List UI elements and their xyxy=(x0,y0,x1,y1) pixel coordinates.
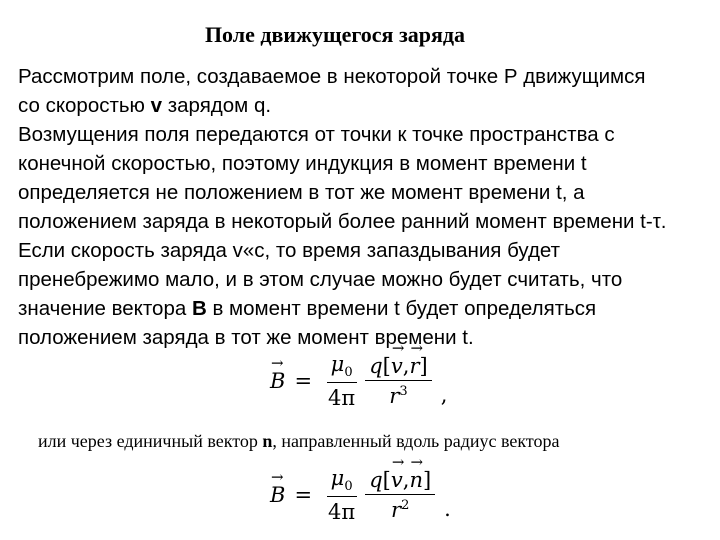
constant-fraction xyxy=(324,466,359,524)
text-segment: положением заряда в тот же момент времени t. xyxy=(18,326,474,349)
slide-title: Поле движущегося заряда xyxy=(204,22,466,47)
text-segment: Возмущения поля передаются от точки к точке пространства с xyxy=(18,123,615,146)
text-segment: Если скорость заряда v«c, то время запаздывания будет xyxy=(18,239,561,262)
fraction-numerator: q[→ v,→ r] xyxy=(365,354,431,381)
formula-field-unit-vector xyxy=(270,466,451,524)
bold-unit-vector-symbol: n xyxy=(262,431,273,451)
text-segment: или через единичный вектор xyxy=(38,431,263,451)
mu-subscript: 0 xyxy=(344,365,353,381)
paragraph-line-1 xyxy=(18,62,708,91)
formula-field-radius-vector xyxy=(270,352,447,410)
fraction-denominator xyxy=(387,495,413,522)
vector-b-lhs: → B xyxy=(270,483,285,507)
paragraph-line-3 xyxy=(18,120,708,149)
vector-n: → n xyxy=(409,468,423,492)
bold-vector-b-symbol: B xyxy=(191,297,207,320)
charge-symbol: q xyxy=(369,468,383,493)
text-segment: пренебрежимо мало, и в этом случае можно будет считать, что xyxy=(18,268,623,291)
paragraph-line-8 xyxy=(18,265,708,294)
mu-subscript: 0 xyxy=(344,479,353,495)
paragraph-line-9 xyxy=(18,294,708,323)
fraction-numerator xyxy=(327,352,357,383)
r-exponent: 3 xyxy=(399,384,408,400)
main-paragraph xyxy=(18,62,708,352)
r-symbol: r xyxy=(391,498,402,523)
text-segment: Рассмотрим поле, создаваемое в некоторой точке Р движущимся xyxy=(18,65,646,88)
unit-vector-caption xyxy=(38,430,698,452)
formula-period: . xyxy=(444,497,451,522)
constant-fraction xyxy=(324,352,359,410)
bold-velocity-symbol: v xyxy=(150,94,163,117)
r-symbol: r xyxy=(389,384,400,409)
cross-product-fraction xyxy=(365,354,431,408)
vector-v: → v xyxy=(391,468,403,492)
vector-r: → r xyxy=(409,354,419,378)
fraction-denominator xyxy=(385,381,411,408)
paragraph-line-7 xyxy=(18,236,708,265)
paragraph-line-2 xyxy=(18,91,708,120)
vector-v: → v xyxy=(391,354,403,378)
equals-sign: = xyxy=(294,369,313,394)
fraction-denominator: 4π xyxy=(328,500,356,525)
fraction-numerator: q[→ v,→ n] xyxy=(365,468,435,495)
fraction-numerator xyxy=(327,466,357,497)
mu-symbol: μ xyxy=(330,352,345,376)
text-segment: зарядом q. xyxy=(162,94,272,117)
text-segment: в момент времени t будет определяться xyxy=(206,297,597,320)
paragraph-line-5 xyxy=(18,178,708,207)
text-segment: , направленный вдоль радиус вектора xyxy=(272,431,560,451)
text-segment: определяется не положением в тот же момент времени t, а xyxy=(18,181,585,204)
text-segment: конечной скоростью, поэтому индукция в момент времени t xyxy=(18,152,587,175)
text-segment: со скоростью xyxy=(18,94,151,117)
equals-sign: = xyxy=(294,483,313,508)
text-segment: положением заряда в некоторый более ранний момент времени t-τ. xyxy=(18,210,667,233)
paragraph-line-6 xyxy=(18,207,708,236)
charge-symbol: q xyxy=(369,354,383,379)
formula-comma: , xyxy=(440,383,448,408)
mu-symbol: μ xyxy=(330,466,345,490)
text-segment: значение вектора xyxy=(18,297,192,320)
paragraph-line-10 xyxy=(18,323,708,352)
fraction-denominator: 4π xyxy=(328,386,356,411)
vector-b-lhs: → B xyxy=(270,369,285,393)
r-exponent: 2 xyxy=(401,498,410,514)
cross-product-fraction xyxy=(365,468,435,522)
paragraph-line-4 xyxy=(18,149,708,178)
